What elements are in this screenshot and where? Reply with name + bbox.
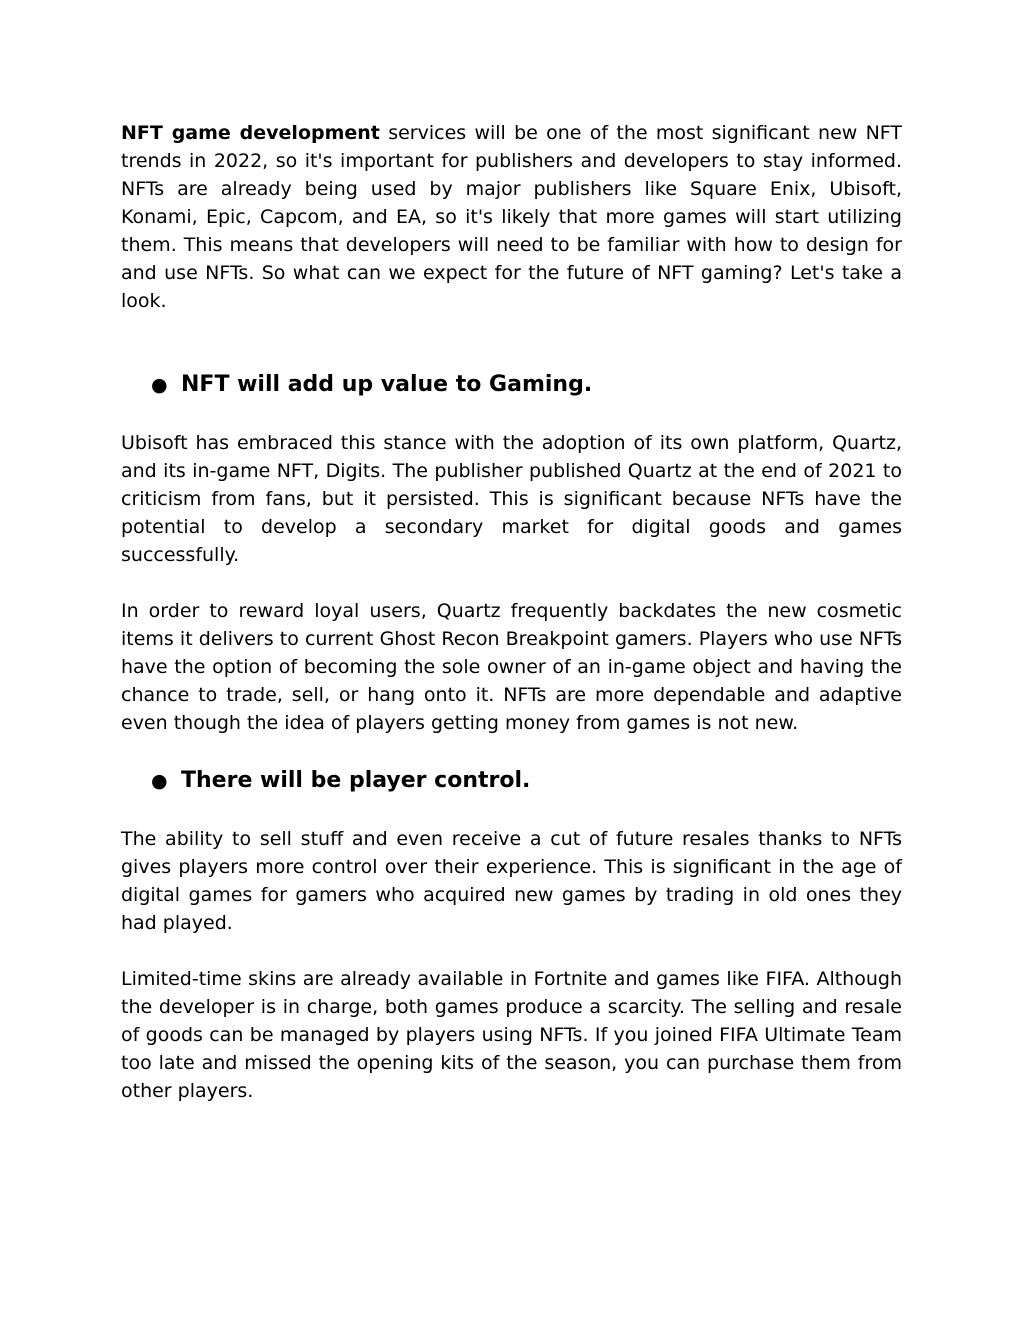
- section-heading-text: There will be player control.: [181, 768, 531, 793]
- document-page: [121, 119, 902, 1105]
- intro-text: services will be one of the most significant new NFT trends in 2022, so it's important for publishers and developers to stay informed. NFTs are already being used by major publishers like Square Enix, Ubisoft, Konami, Epic, Capcom, and EA, so it's likely that more games will start utilizing them. This means that developers will need to be familiar with how to design for and use NFTs. So what can we expect for the future of NFT gaming? Let's take a look.: [121, 122, 902, 312]
- section-heading-text: NFT will add up value to Gaming.: [181, 372, 593, 397]
- section-paragraph: Ubisoft has embraced this stance with the adoption of its own platform, Quartz, and its in-game NFT, Digits. The publisher published Quartz at the end of 2021 to criticism from fans, but it persisted. This is significant because NFTs have the potential to develop a secondary market for digital goods and games successfully.: [121, 432, 902, 566]
- bullet-icon: ●: [151, 374, 168, 396]
- intro-bold-lead: NFT game development: [121, 122, 380, 144]
- section-paragraph: In order to reward loyal users, Quartz frequently backdates the new cosmetic items it delivers to current Ghost Recon Breakpoint gamers. Players who use NFTs have the option of becoming the sole owner of an in-game object and having the chance to trade, sell, or hang onto it. NFTs are more dependable and adaptive even though the idea of players getting money from games is not new.: [121, 600, 902, 734]
- section-heading-value: [121, 371, 902, 399]
- section-heading-player-control: [121, 767, 902, 795]
- section-paragraph: The ability to sell stuff and even receive a cut of future resales thanks to NFTs gives players more control over their experience. This is significant in the age of digital games for gamers who acquired new games by trading in old ones they had played.: [121, 828, 902, 934]
- section-paragraph: Limited-time skins are already available in Fortnite and games like FIFA. Although the developer is in charge, both games produce a scarcity. The selling and resale of goods can be managed by players using NFTs. If you joined FIFA Ultimate Team too late and missed the opening kits of the season, you can purchase them from other players.: [121, 968, 902, 1102]
- intro-paragraph: [121, 119, 902, 315]
- bullet-icon: ●: [151, 770, 168, 792]
